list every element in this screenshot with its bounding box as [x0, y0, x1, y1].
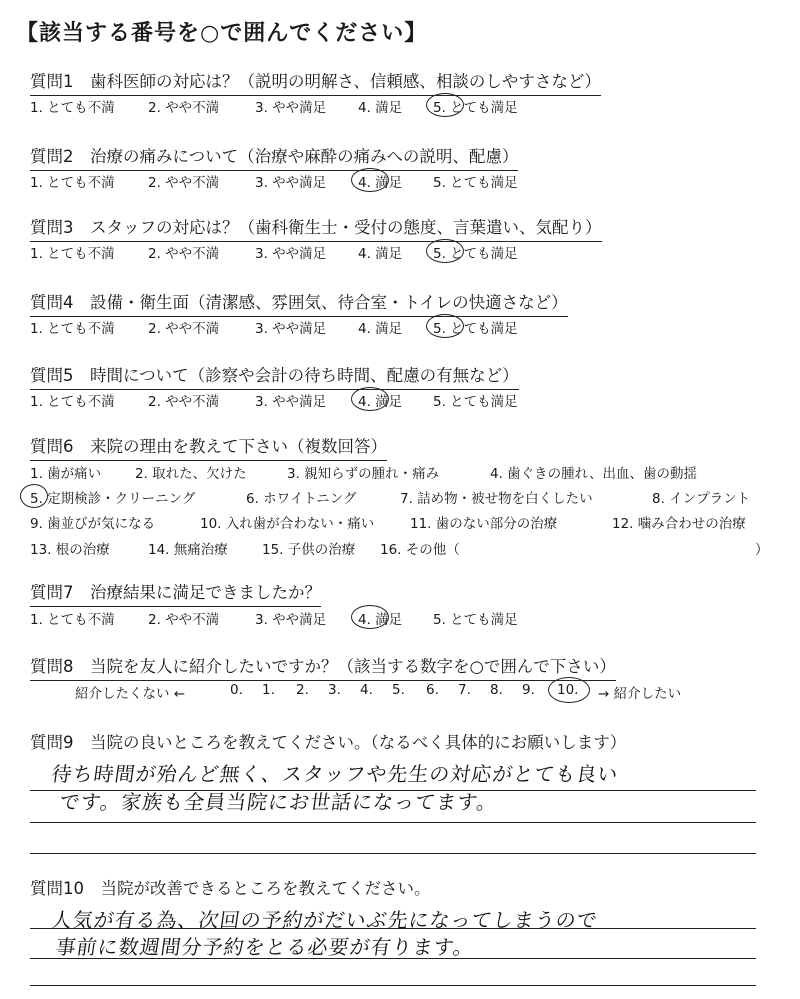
q6-option-2-1[interactable]: 10. 入れ歯が合わない・痛い	[200, 516, 375, 532]
q6-option-3-1[interactable]: 14. 無痛治療	[148, 542, 228, 558]
q4-option-5[interactable]: 5. とても満足	[433, 321, 518, 337]
q3-option-1[interactable]: 1. とても不満	[30, 246, 115, 262]
q5-option-1[interactable]: 1. とても不満	[30, 394, 115, 410]
q4-option-4[interactable]: 4. 満足	[358, 321, 403, 337]
q1-option-4[interactable]: 4. 満足	[358, 100, 403, 116]
q7-option-2[interactable]: 2. やや不満	[148, 612, 220, 628]
q8-scale-2[interactable]: 2.	[296, 682, 309, 698]
q3-heading: 質問3 スタッフの対応は？（歯科衛生士・受付の態度、言葉遣い、気配り）	[30, 214, 602, 242]
q2-heading: 質問2 治療の痛みについて（治療や麻酔の痛みへの説明、配慮）	[30, 143, 518, 171]
q6-option-0-2[interactable]: 3. 親知らずの腫れ・痛み	[287, 466, 440, 482]
q2-option-3[interactable]: 3. やや満足	[255, 175, 327, 191]
q6-option-1-0[interactable]: 5. 定期検診・クリーニング	[30, 491, 196, 507]
q6-heading: 質問6 来院の理由を教えて下さい（複数回答）	[30, 433, 387, 461]
q6-option-0-3[interactable]: 4. 歯ぐきの腫れ、出血、歯の動揺	[490, 466, 697, 482]
q9-heading: 質問9 当院の良いところを教えてください。（なるべく具体的にお願いします）	[30, 733, 627, 752]
q7-heading: 質問7 治療結果に満足できましたか？	[30, 579, 321, 607]
q5-selection-circle	[351, 387, 389, 411]
q1-option-2[interactable]: 2. やや不満	[148, 100, 220, 116]
q1-heading: 質問1 歯科医師の対応は？（説明の明解さ、信頼感、相談のしやすさなど）	[30, 68, 601, 96]
q10-line-3	[30, 985, 756, 986]
q3-option-4[interactable]: 4. 満足	[358, 246, 403, 262]
q6-option-3-0[interactable]: 13. 根の治療	[30, 542, 110, 558]
q1-option-5[interactable]: 5. とても満足	[433, 100, 518, 116]
q4-option-3[interactable]: 3. やや満足	[255, 321, 327, 337]
q5-option-5[interactable]: 5. とても満足	[433, 394, 518, 410]
q2-option-5[interactable]: 5. とても満足	[433, 175, 518, 191]
q3-option-3[interactable]: 3. やや満足	[255, 246, 327, 262]
q8-left-label[interactable]: 紹介したくない ←	[75, 686, 186, 702]
q8-scale-5[interactable]: 5.	[392, 682, 405, 698]
q5-heading: 質問5 時間について（診察や会計の待ち時間、配慮の有無など）	[30, 362, 519, 390]
q5-option-4[interactable]: 4. 満足	[358, 394, 403, 410]
q3-option-5[interactable]: 5. とても満足	[433, 246, 518, 262]
q8-scale-1[interactable]: 1.	[262, 682, 275, 698]
q6-option-3-3[interactable]: 16. その他（	[380, 542, 460, 558]
q8-scale-7[interactable]: 7.	[458, 682, 471, 698]
q9-answer-line-2[interactable]: です。家族も全員当院にお世話になってます。	[58, 790, 500, 814]
q3-selection-circle	[426, 239, 464, 263]
q6-selection-circle	[20, 484, 48, 508]
q4-option-2[interactable]: 2. やや不満	[148, 321, 220, 337]
q6-option-0-1[interactable]: 2. 取れた、欠けた	[135, 466, 247, 482]
q1-option-1[interactable]: 1. とても不満	[30, 100, 115, 116]
q9-answer-line-1[interactable]: 待ち時間が殆んど無く、スタッフや先生の対応がとても良い	[50, 762, 621, 786]
q6-option-2-0[interactable]: 9. 歯並びが気になる	[30, 516, 156, 532]
page-title: 【該当する番号を○で囲んでください】	[16, 21, 428, 46]
q2-option-1[interactable]: 1. とても不満	[30, 175, 115, 191]
q2-selection-circle	[351, 168, 389, 192]
q7-option-1[interactable]: 1. とても不満	[30, 612, 115, 628]
q2-option-4[interactable]: 4. 満足	[358, 175, 403, 191]
q4-heading: 質問4 設備・衛生面（清潔感、雰囲気、待合室・トイレの快適さなど）	[30, 289, 568, 317]
q9-line-2	[30, 822, 756, 823]
q5-option-3[interactable]: 3. やや満足	[255, 394, 327, 410]
q6-option-3-4[interactable]: ）	[755, 542, 769, 558]
q7-option-3[interactable]: 3. やや満足	[255, 612, 327, 628]
q7-option-5[interactable]: 5. とても満足	[433, 612, 518, 628]
q8-scale-3[interactable]: 3.	[328, 682, 341, 698]
q7-option-4[interactable]: 4. 満足	[358, 612, 403, 628]
q10-answer-line-2[interactable]: 事前に数週間分予約をとる必要が有ります。	[54, 935, 476, 959]
q8-scale-6[interactable]: 6.	[426, 682, 439, 698]
q1-selection-circle	[426, 93, 464, 117]
q10-answer-line-1[interactable]: 人気が有る為、次回の予約がだいぶ先になってしまうので	[50, 908, 600, 932]
q8-scale-0[interactable]: 0.	[230, 682, 243, 698]
q10-heading: 質問10 当院が改善できるところを教えてください。	[30, 879, 431, 898]
q2-option-2[interactable]: 2. やや不満	[148, 175, 220, 191]
q6-option-1-3[interactable]: 8. インプラント	[652, 491, 751, 507]
q6-option-1-2[interactable]: 7. 詰め物・被せ物を白くしたい	[400, 491, 593, 507]
q6-option-1-1[interactable]: 6. ホワイトニング	[246, 491, 357, 507]
q6-option-2-2[interactable]: 11. 歯のない部分の治療	[410, 516, 558, 532]
q8-scale-10[interactable]: 10.	[557, 682, 579, 698]
q1-option-3[interactable]: 3. やや満足	[255, 100, 327, 116]
q8-heading: 質問8 当院を友人に紹介したいですか？（該当する数字を○で囲んで下さい）	[30, 653, 616, 681]
q4-selection-circle	[426, 314, 464, 338]
q4-option-1[interactable]: 1. とても不満	[30, 321, 115, 337]
q6-option-2-3[interactable]: 12. 噛み合わせの治療	[612, 516, 746, 532]
q6-option-3-2[interactable]: 15. 子供の治療	[262, 542, 356, 558]
q9-line-3	[30, 853, 756, 854]
q8-scale-4[interactable]: 4.	[360, 682, 373, 698]
q5-option-2[interactable]: 2. やや不満	[148, 394, 220, 410]
q8-right-label[interactable]: → 紹介したい	[598, 686, 682, 702]
q3-option-2[interactable]: 2. やや不満	[148, 246, 220, 262]
q7-selection-circle	[351, 605, 389, 629]
q8-scale-8[interactable]: 8.	[490, 682, 503, 698]
q8-scale-9[interactable]: 9.	[522, 682, 535, 698]
q6-option-0-0[interactable]: 1. 歯が痛い	[30, 466, 102, 482]
q8-selection-circle	[548, 677, 590, 703]
